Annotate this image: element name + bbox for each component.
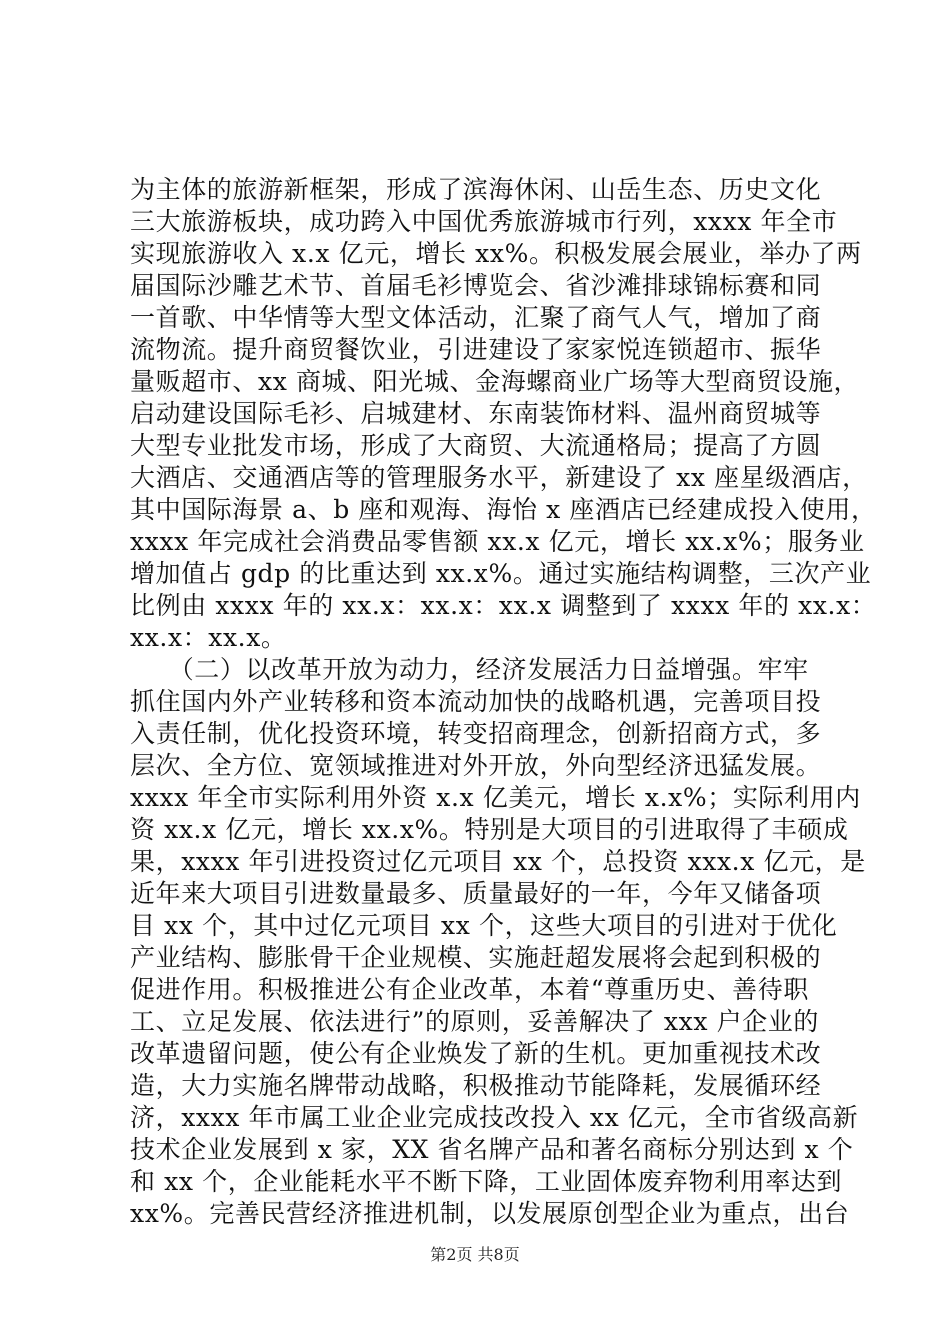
text-line: xx.x：xx.x。 [130, 623, 287, 652]
text-line: xx%。完善民营经济推进机制，以发展原创型企业为重点，出台 [130, 1199, 850, 1228]
text-line: 层次、全方位、宽领域推进对外开放，外向型经济迅猛发展。 [130, 751, 822, 780]
text-line: 资 xx.x 亿元，增长 xx.x%。特别是大项目的引进取得了丰硕成 [130, 815, 849, 844]
text-line: 造，大力实施名牌带动战略，积极推动节能降耗，发展循环经 [130, 1071, 822, 1100]
text-line: 改革遗留问题，使公有企业焕发了新的生机。更加重视技术改 [130, 1039, 822, 1068]
text-line: 量贩超市、xx 商城、阳光城、金海螺商业广场等大型商贸设施， [130, 367, 860, 396]
text-line: 和 xx 个，企业能耗水平不断下降，工业固体废弃物利用率达到 [130, 1167, 843, 1196]
text-line: xxxx 年完成社会消费品零售额 xx.x 亿元，增长 xx.x%；服务业 [130, 527, 865, 556]
text-line: 济，xxxx 年市属工业企业完成技改投入 xx 亿元，全市省级高新 [130, 1103, 859, 1132]
text-line: 果，xxxx 年引进投资过亿元项目 xx 个，总投资 xxx.x 亿元，是 [130, 847, 866, 876]
text-line: 促进作用。积极推进公有企业改革，本着“尊重历史、善待职 [130, 975, 809, 1004]
text-line: 近年来大项目引进数量最多、质量最好的一年，今年又储备项 [130, 879, 822, 908]
text-line: 为主体的旅游新框架，形成了滨海休闲、山岳生态、历史文化 [130, 175, 822, 204]
text-line: 大酒店、交通酒店等的管理服务水平，新建设了 xx 座星级酒店， [130, 463, 868, 492]
text-line: 工、立足发展、依法进行”的原则，妥善解决了 xxx 户企业的 [130, 1007, 819, 1036]
text-line: 大型专业批发市场，形成了大商贸、大流通格局；提高了方圆 [130, 431, 822, 460]
text-line: 增加值占 gdp 的比重达到 xx.x%。通过实施结构调整，三次产业 [130, 559, 872, 588]
text-line: 目 xx 个，其中过亿元项目 xx 个，这些大项目的引进对于优化 [130, 911, 838, 940]
text-line: 抓住国内外产业转移和资本流动加快的战略机遇，完善项目投 [130, 687, 822, 716]
text-line: 比例由 xxxx 年的 xx.x：xx.x：xx.x 调整到了 xxxx 年的 xx.x： [130, 591, 877, 620]
text-line: 技术企业发展到 x 家，XX 省名牌产品和著名商标分别达到 x 个 [130, 1135, 854, 1164]
text-line: 启动建设国际毛衫、启城建材、东南装饰材料、温州商贸城等 [130, 399, 822, 428]
text-line: 入责任制，优化投资环境，转变招商理念，创新招商方式，多 [130, 719, 822, 748]
section-heading-line: （二）以改革开放为动力，经济发展活力日益增强。牢牢 [130, 655, 809, 684]
text-line: 一首歌、中华情等大型文体活动，汇聚了商气人气，增加了商 [130, 303, 822, 332]
text-line: 届国际沙雕艺术节、首届毛衫博览会、省沙滩排球锦标赛和同 [130, 271, 822, 300]
text-line: 实现旅游收入 x.x 亿元，增长 xx%。积极发展会展业，举办了两 [130, 239, 862, 268]
text-line: 三大旅游板块，成功跨入中国优秀旅游城市行列，xxxx 年全市 [130, 207, 838, 236]
text-line: 流物流。提升商贸餐饮业，引进建设了家家悦连锁超市、振华 [130, 335, 822, 364]
text-line: 产业结构、膨胀骨干企业规模、实施赶超发展将会起到积极的 [130, 943, 822, 972]
text-line: xxxx 年全市实际利用外资 x.x 亿美元，增长 x.x%；实际利用内 [130, 783, 861, 812]
text-line: 其中国际海景 a、b 座和观海、海怡 x 座酒店已经建成投入使用， [130, 495, 877, 524]
page-number-footer: 第2页 共8页 [430, 1245, 520, 1264]
